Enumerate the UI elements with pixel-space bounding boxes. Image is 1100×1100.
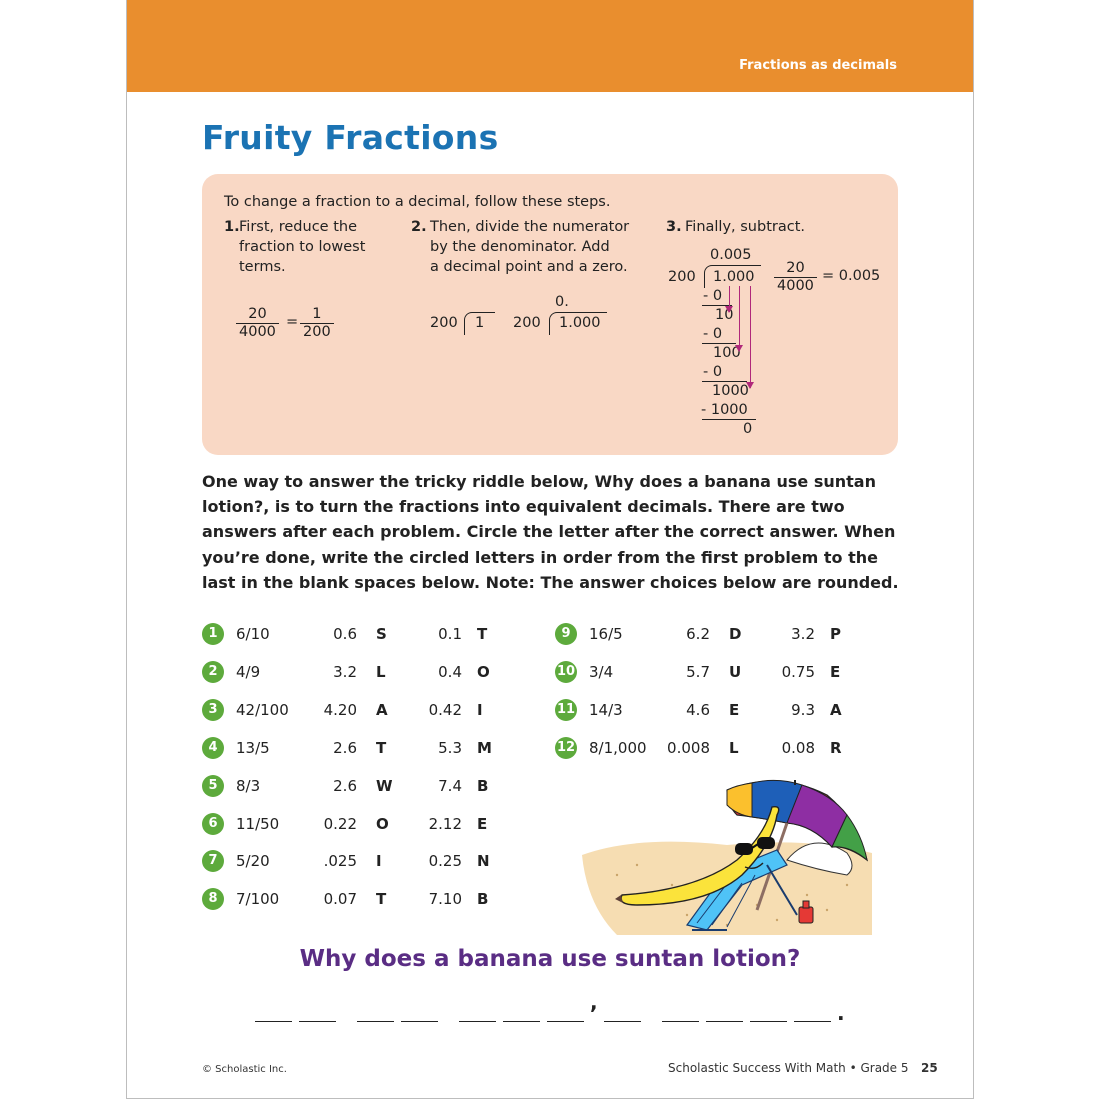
period: . (837, 1001, 845, 1025)
step1-number: 1. (224, 219, 240, 235)
answer-letter[interactable]: L (729, 739, 739, 757)
problem-number-badge: 8 (202, 888, 224, 910)
answer-choice: 9.3 (791, 701, 815, 719)
problem-number-badge: 3 (202, 699, 224, 721)
riddle-question: Why does a banana use suntan lotion? (299, 946, 801, 972)
dividend: 1.000 (713, 269, 755, 285)
comma: , (590, 990, 598, 1014)
answer-choice: 0.75 (781, 663, 815, 681)
work-line (702, 419, 756, 420)
answer-letter[interactable]: B (477, 777, 489, 795)
answer-letter[interactable]: N (477, 852, 490, 870)
problem-fraction: 7/100 (236, 890, 280, 908)
answer-choice: 5.7 (686, 663, 710, 681)
answer-letter[interactable]: A (376, 701, 388, 719)
problem-fraction: 42/100 (236, 701, 289, 719)
fraction (236, 306, 279, 341)
answer-letter[interactable]: S (376, 625, 387, 643)
bring-down-arrow (729, 286, 730, 312)
answer-letter[interactable]: P (830, 625, 841, 643)
answer-letter[interactable]: D (729, 625, 742, 643)
step2-line: Then, divide the numerator (430, 219, 630, 235)
answer-choice: 0.4 (438, 663, 462, 681)
banana-beach-illustration (577, 775, 877, 940)
answer-choice: 6.2 (686, 625, 710, 643)
answer-choice: 0.1 (438, 625, 462, 643)
dividend: 1 (475, 315, 485, 331)
worksheet-page (126, 0, 974, 1099)
denominator: 4000 (777, 278, 814, 294)
answer-letter[interactable]: W (376, 777, 393, 795)
instructions: One way to answer the tricky riddle below, Why does a banana use suntan lotion?, is to turn the fractions into equivalent decimals. There are two answers after each problem. Circle the letter after the correct answer. When you’re done, write the circled letters in order from the first problem to the last in the blank spaces below. Note: The answer choices below are rounded. (202, 472, 899, 592)
problem-number-badge: 10 (555, 661, 577, 683)
bring-down-arrow (739, 286, 740, 351)
answer-blank[interactable] (547, 1021, 584, 1022)
answer-choice: 2.12 (428, 815, 462, 833)
answer-blank[interactable] (299, 1021, 336, 1022)
header-band (127, 0, 973, 92)
step3-line: Finally, subtract. (685, 219, 805, 235)
work-step: 0 (743, 421, 753, 437)
answer-letter[interactable]: I (477, 701, 483, 719)
answer-letter[interactable]: B (477, 890, 489, 908)
denominator: 4000 (239, 324, 276, 340)
answer-choice: 0.42 (428, 701, 462, 719)
step2-line: a decimal point and a zero. (430, 259, 628, 275)
numerator: 20 (774, 260, 817, 278)
work-step: 10 (715, 307, 734, 323)
problem-number-badge: 6 (202, 813, 224, 835)
divisor: 200 (668, 269, 696, 285)
answer-letter[interactable]: T (376, 739, 387, 757)
answer-choice: 0.07 (323, 890, 357, 908)
answer-choice: 0.008 (667, 739, 710, 757)
answer-blank[interactable] (401, 1021, 438, 1022)
problem-fraction: 5/20 (236, 852, 270, 870)
step1-line: First, reduce the (239, 219, 357, 235)
fraction (774, 260, 817, 295)
step2-line: by the denominator. Add (430, 239, 610, 255)
answer-blank[interactable] (503, 1021, 540, 1022)
work-line (702, 343, 736, 344)
answer-letter[interactable]: L (376, 663, 386, 681)
answer-choice: 7.4 (438, 777, 462, 795)
answer-blank[interactable] (794, 1021, 831, 1022)
bring-down-arrow (750, 286, 751, 388)
steps-box (202, 174, 898, 455)
problem-number-badge: 12 (555, 737, 577, 759)
answer-letter[interactable]: R (830, 739, 842, 757)
answer-choice: 3.2 (333, 663, 357, 681)
problem-number-badge: 2 (202, 661, 224, 683)
answer-blank[interactable] (662, 1021, 699, 1022)
answer-letter[interactable]: U (729, 663, 742, 681)
answer-choice: 0.6 (333, 625, 357, 643)
work-step: - 1000 (701, 402, 748, 418)
fraction (300, 306, 334, 341)
work-line (702, 381, 747, 382)
answer-letter[interactable]: O (376, 815, 389, 833)
problem-number-badge: 7 (202, 850, 224, 872)
work-step: 1000 (712, 383, 749, 399)
answer-choice: 3.2 (791, 625, 815, 643)
denominator: 200 (303, 324, 331, 340)
answer-letter[interactable]: T (477, 625, 488, 643)
problem-number-badge: 1 (202, 623, 224, 645)
divisor: 200 (513, 315, 541, 331)
problem-fraction: 14/3 (589, 701, 623, 719)
answer-choice: 4.20 (323, 701, 357, 719)
answer-choice: 4.6 (686, 701, 710, 719)
problem-number-badge: 11 (555, 699, 577, 721)
answer-blank[interactable] (255, 1021, 292, 1022)
numerator: 20 (236, 306, 279, 324)
quotient: 0. (555, 294, 569, 310)
problem-fraction: 8/3 (236, 777, 261, 795)
problem-fraction: 6/10 (236, 625, 270, 643)
answer-choice: 0.08 (781, 739, 815, 757)
problem-fraction: 3/4 (589, 663, 614, 681)
answer-choice: 2.6 (333, 777, 357, 795)
step1-line: terms. (239, 259, 286, 275)
copyright: © Scholastic Inc. (202, 1064, 287, 1075)
problem-fraction: 8/1,000 (589, 739, 647, 757)
answer-letter[interactable]: A (830, 701, 842, 719)
answer-choice: 5.3 (438, 739, 462, 757)
equals-sign: = (286, 314, 299, 330)
problem-number-badge: 5 (202, 775, 224, 797)
answer-blank[interactable] (604, 1021, 641, 1022)
answer-blank[interactable] (357, 1021, 394, 1022)
problem-number-badge: 9 (555, 623, 577, 645)
result: = 0.005 (822, 268, 881, 284)
work-step: - 0 (703, 364, 723, 380)
step3-number: 3. (666, 219, 682, 235)
answer-letter[interactable]: E (477, 815, 488, 833)
answer-letter[interactable]: O (477, 663, 490, 681)
numerator: 1 (300, 306, 334, 324)
problem-fraction: 4/9 (236, 663, 261, 681)
answer-letter[interactable]: M (477, 739, 492, 757)
quotient: 0.005 (710, 247, 752, 263)
answer-letter[interactable]: E (830, 663, 841, 681)
steps-intro: To change a fraction to a decimal, follow these steps. (224, 194, 611, 210)
answer-letter[interactable]: I (376, 852, 382, 870)
answer-choice: 7.10 (428, 890, 462, 908)
problem-fraction: 11/50 (236, 815, 280, 833)
answer-choice: .025 (323, 852, 357, 870)
answer-blank[interactable] (459, 1021, 496, 1022)
step2-number: 2. (411, 219, 427, 235)
problem-number-badge: 4 (202, 737, 224, 759)
answer-choice: 2.6 (333, 739, 357, 757)
answer-blank[interactable] (706, 1021, 743, 1022)
answer-choice: 0.25 (428, 852, 462, 870)
problem-fraction: 13/5 (236, 739, 270, 757)
topic-label: Fractions as decimals (739, 58, 897, 73)
page-number: 25 (921, 1061, 938, 1075)
answer-letter[interactable]: T (376, 890, 387, 908)
divisor: 200 (430, 315, 458, 331)
book-title: Scholastic Success With Math • Grade 5 (668, 1061, 909, 1075)
answer-blank[interactable] (750, 1021, 787, 1022)
problem-fraction: 16/5 (589, 625, 623, 643)
work-step: 100 (713, 345, 741, 361)
work-step: - 0 (703, 288, 723, 304)
answer-letter[interactable]: E (729, 701, 740, 719)
answer-choice: 0.22 (323, 815, 357, 833)
page-title: Fruity Fractions (202, 118, 499, 157)
work-step: - 0 (703, 326, 723, 342)
step1-line: fraction to lowest (239, 239, 366, 255)
dividend: 1.000 (559, 315, 601, 331)
